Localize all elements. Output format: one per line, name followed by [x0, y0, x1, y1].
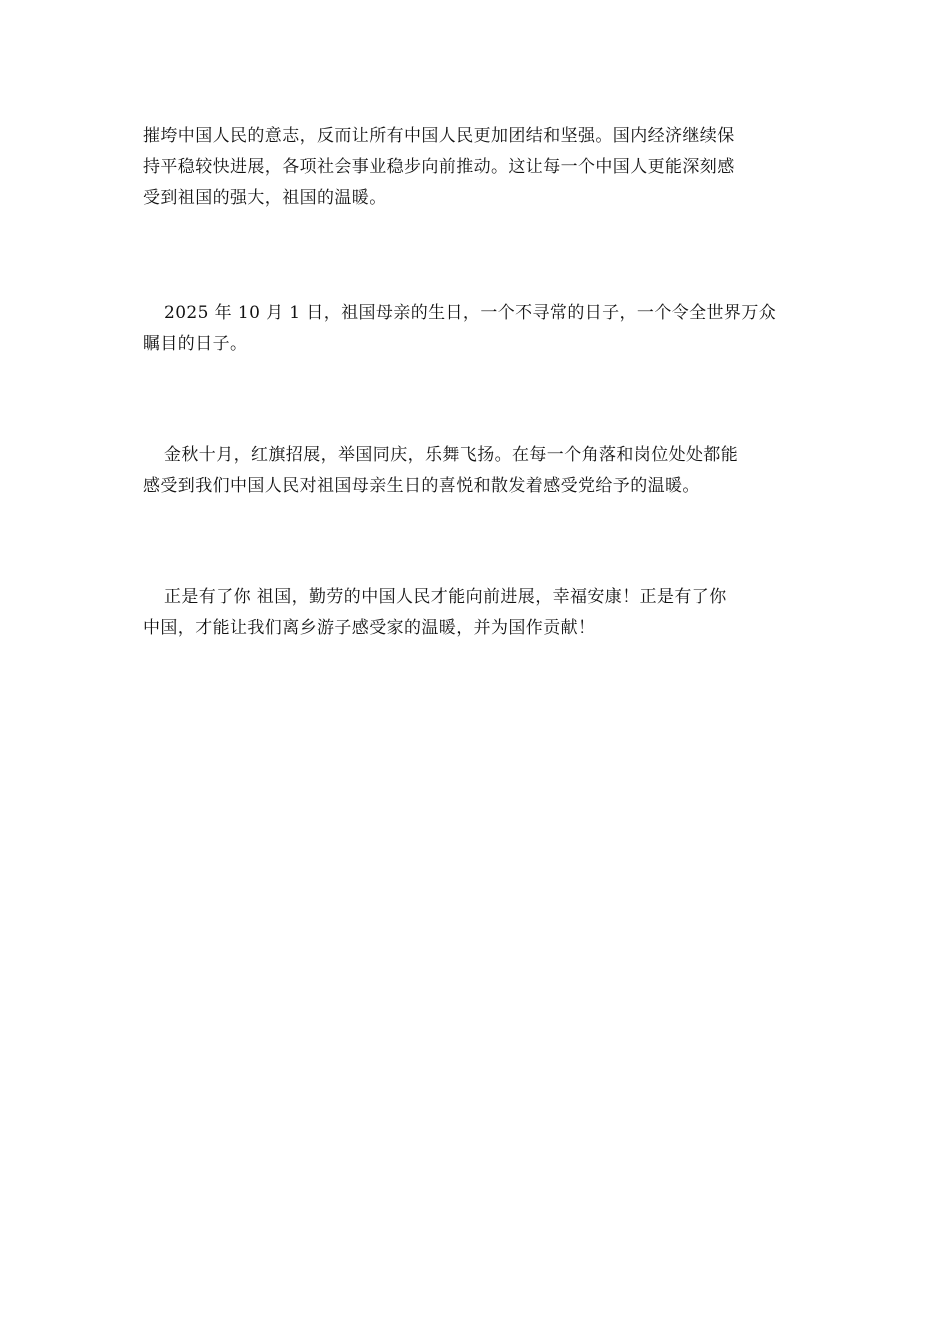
- paragraph-2: [143, 298, 811, 360]
- paragraph-line: 2025 年 10 月 1 日，祖国母亲的生日，一个不寻常的日子，一个令全世界万众: [164, 303, 777, 323]
- paragraph-line: 感受到我们中国人民对祖国母亲生日的喜悦和散发着感受党给予的温暖。: [143, 476, 700, 496]
- paragraph-line: 摧垮中国人民的意志，反而让所有中国人民更加团结和坚强。国内经济继续保: [143, 126, 735, 146]
- paragraph-line: 中国，才能让我们离乡游子感受家的温暖，并为国作贡献！: [143, 618, 596, 638]
- paragraph-line: 持平稳较快进展，各项社会事业稳步向前推动。这让每一个中国人更能深刻感: [143, 157, 735, 177]
- paragraph-4: [143, 582, 811, 644]
- paragraph-1: [143, 121, 811, 214]
- paragraph-line: 金秋十月，红旗招展，举国同庆，乐舞飞扬。在每一个角落和岗位处处都能: [164, 445, 739, 465]
- paragraph-line: 受到祖国的强大，祖国的温暖。: [143, 188, 387, 208]
- paragraph-line: 瞩目的日子。: [143, 334, 248, 354]
- paragraph-3: [143, 440, 811, 502]
- paragraph-line: 正是有了你 祖国，勤劳的中国人民才能向前进展，幸福安康！正是有了你: [164, 587, 727, 607]
